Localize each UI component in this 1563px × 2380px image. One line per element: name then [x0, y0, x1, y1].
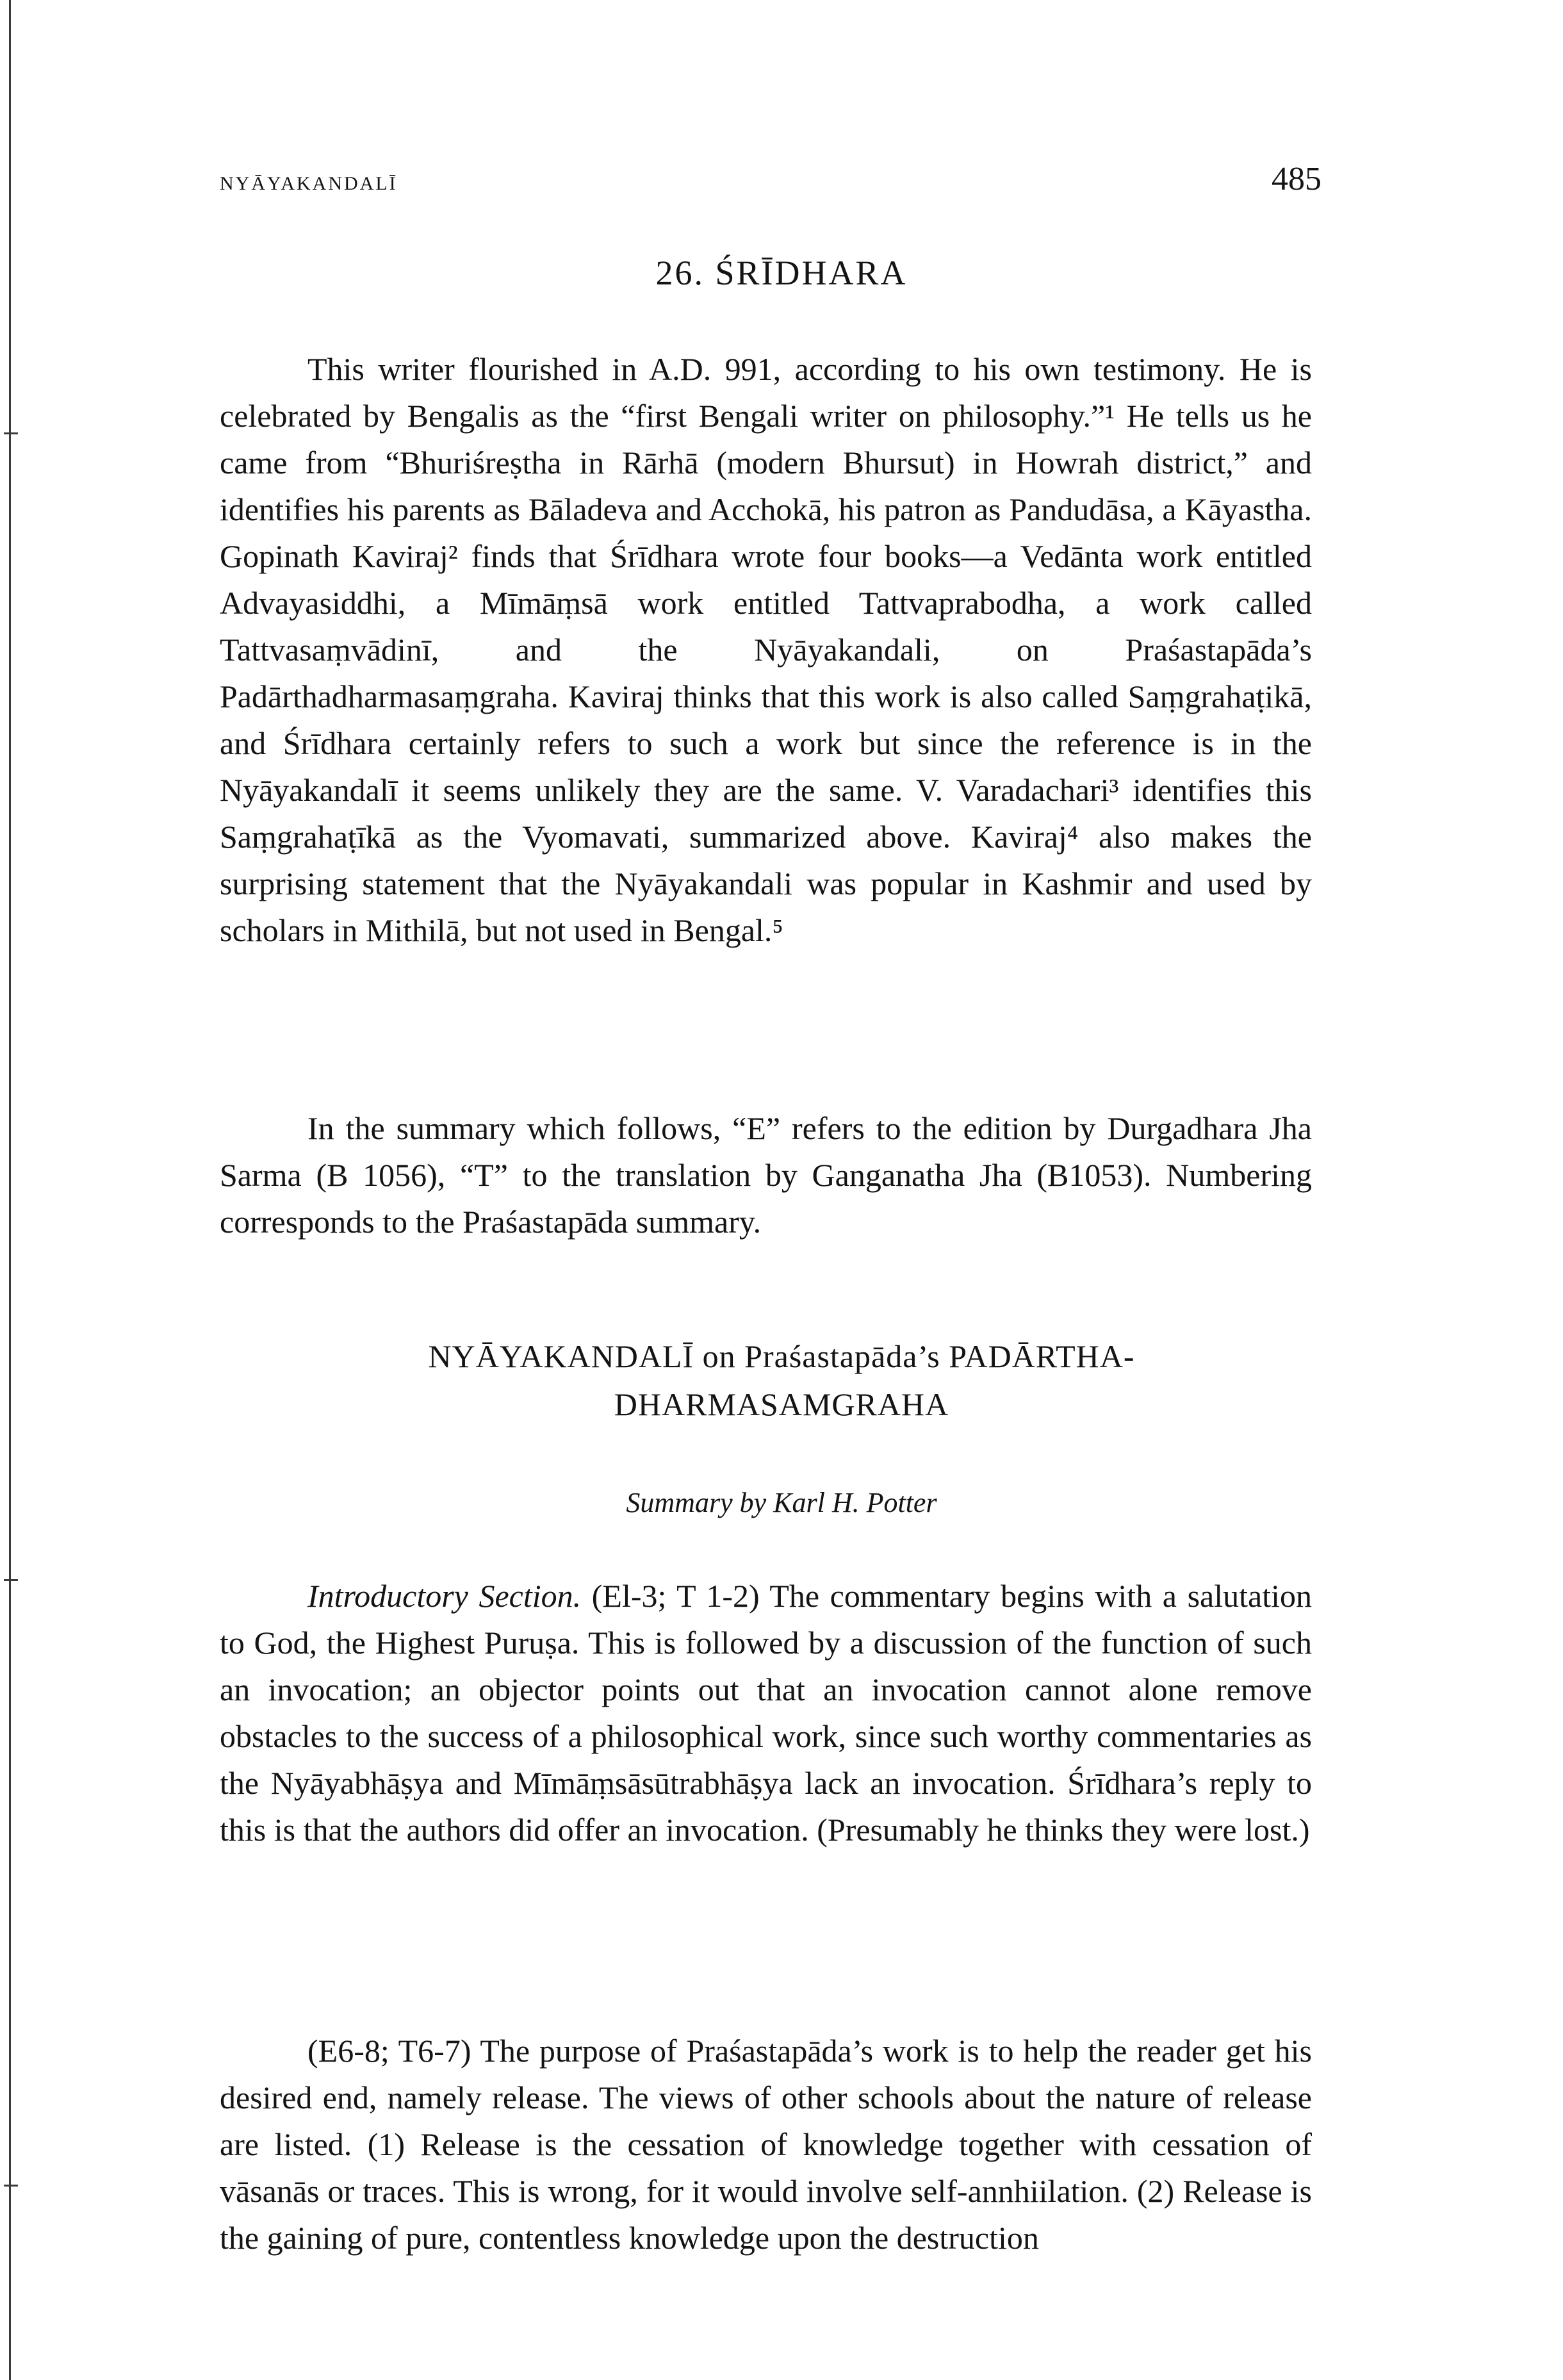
- scan-margin-mark: [4, 432, 18, 434]
- section-title-line-1: NYĀYAKANDALĪ on Praśastapāda’s PADĀRTHA-: [428, 1338, 1135, 1374]
- section-title: [0, 1333, 1563, 1429]
- paragraph-author-biography: This writer flourished in A.D. 991, according to his own testimony. He is celebrated by Bengalis as the “first Bengali writer on philosophy.”¹ He tells us he came from “Bhuriśreṣtha in Rārhā (modern Bhursut) in Howrah district,” and identifies his parents as Bāladeva and Acchokā, his patron as Pandudāsa, a Kāyastha. Gopinath Kaviraj² finds that Śrīdhara wrote four books—a Vedānta work entitled Advayasiddhi, a Mīmāṃsā work entitled Tattvaprabodha, a work called Tattvasaṃvādinī, and the Nyāyakandali, on Praśastapāda’s Padārthadharmasaṃgraha. Kaviraj thinks that this work is also called Saṃgrahaṭikā, and Śrīdhara certainly refers to such a work but since the reference is in the Nyāyakandalī it seems unlikely they are the same. V. Varadachari³ identifies this Saṃgrahaṭīkā as the Vyomavati, summarized above. Kaviraj⁴ also makes the surprising statement that the Nyāyakandali was popular in Kashmir and used by scholars in Mithilā, but not used in Bengal.⁵: [220, 351, 1312, 948]
- scan-margin-mark: [4, 1579, 18, 1581]
- paragraph-purpose-of-work: (E6-8; T6-7) The purpose of Praśastapāda’s work is to help the reader get his desired end, namely release. The views of other schools about the nature of release are listed. (1) Release is the cessation of knowledge together with cessation of vāsanās or traces. This is wrong, for it would involve self-annhiilation. (2) Release is the gaining of pure, contentless knowledge upon the destruction: [220, 2033, 1312, 2256]
- introductory-section-label: Introductory Section.: [307, 1578, 582, 1614]
- summary-byline: Summary by Karl H. Potter: [626, 1487, 937, 1518]
- scan-margin-line: [9, 0, 11, 2380]
- running-head: NYĀYAKANDALĪ: [220, 173, 398, 194]
- scan-margin-mark: [4, 2185, 18, 2187]
- page-number: 485: [1272, 161, 1322, 197]
- paragraph-introductory-section: [220, 1573, 1312, 1853]
- chapter-title: 26. ŚRĪDHARA: [655, 254, 908, 292]
- paragraph-summary-notes: In the summary which follows, “E” refers to the edition by Durgadhara Jha Sarma (B 1056), “T” to the translation by Ganganatha Jha (B1053). Numbering corresponds to the Praśastapāda summary.: [220, 1110, 1312, 1240]
- section-title-line-2: DHARMASAMGRAHA: [614, 1386, 949, 1422]
- introductory-section-text: (El-3; T 1-2) The commentary begins with a salutation to God, the Highest Puruṣa. This is followed by a discussion of the function of such an invocation; an objector points out that an invocation cannot alone remove obstacles to the success of a philosophical work, since such worthy commentaries as the Nyāyabhāṣya and Mīmāṃsāsūtrabhāṣya lack an invocation. Śrīdhara’s reply to this is that the authors did offer an invocation. (Presumably he thinks they were lost.): [220, 1578, 1313, 1848]
